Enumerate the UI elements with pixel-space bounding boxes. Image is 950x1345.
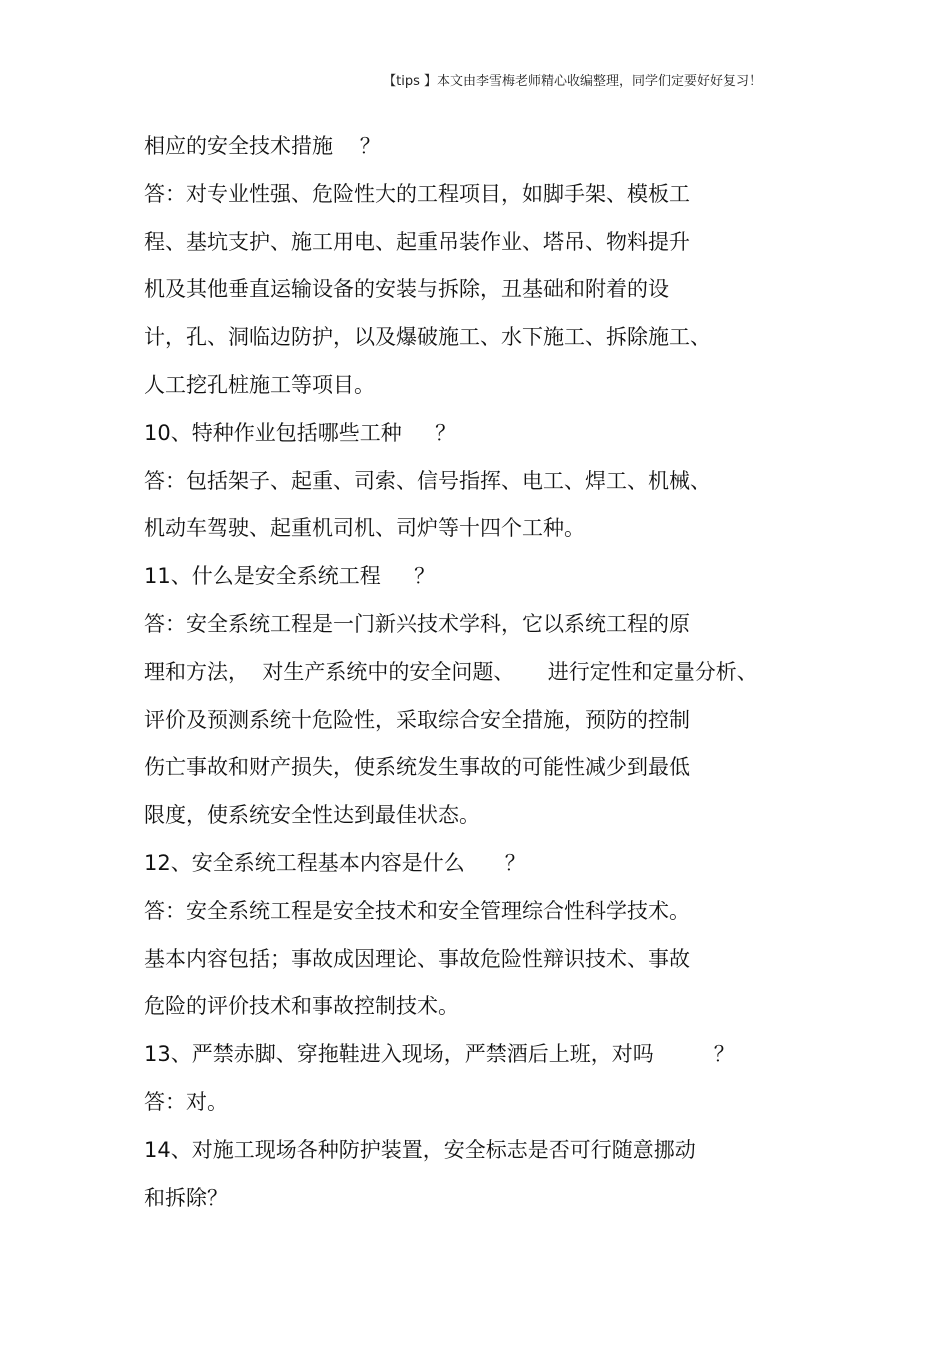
question-heading: 10、特种作业包括哪些工种 ？ — [144, 420, 457, 445]
question-heading: 14、对施工现场各种防护装置，安全标志是否可行随意挪动 — [144, 1137, 696, 1162]
text-line: 机动车驾驶、起重机司机、司炉等十四个工种。 — [144, 516, 585, 541]
question-heading: 12、安全系统工程基本内容是什么 ？ — [144, 850, 526, 875]
text-line: 答：包括架子、起重、司索、信号指挥、电工、焊工、机械、 — [144, 468, 711, 493]
text-line: 相应的安全技术措施 ？ — [144, 134, 381, 158]
text-line: 伤亡事故和财产损失，使系统发生事故的可能性减少到最低 — [144, 755, 690, 780]
question-heading: 11、什么是安全系统工程 ？ — [144, 564, 436, 589]
text-line: 限度，使系统安全性达到最佳状态。 — [144, 803, 480, 828]
text-line: 答：对。 — [144, 1089, 228, 1114]
text-line: 基本内容包括；事故成因理论、事故危险性辩识技术、事故 — [144, 946, 690, 971]
text-line: 理和方法， 对生产系统中的安全问题、 进行定性和定量分析、 — [144, 659, 758, 684]
text-line: 答：安全系统工程是一门新兴技术学科，它以系统工程的原 — [144, 611, 690, 636]
text-line: 程、基坑支护、施工用电、起重吊装作业、塔吊、物料提升 — [144, 229, 690, 254]
text-line: 和拆除？ — [144, 1185, 228, 1210]
text-line: 计，孔、洞临边防护，以及爆破施工、水下施工、拆除施工、 — [144, 325, 711, 350]
text-line: 答：安全系统工程是安全技术和安全管理综合性科学技术。 — [144, 898, 690, 923]
text-line: 评价及预测系统十危险性，采取综合安全措施，预防的控制 — [144, 707, 690, 732]
header-tip: 【tips 】本文由李雪梅老师精心收编整理，同学们定要好好复习！ — [383, 74, 762, 89]
question-heading: 13、严禁赤脚、穿拖鞋进入现场，严禁酒后上班，对吗 ？ — [144, 1042, 735, 1067]
document-body — [144, 128, 824, 1227]
text-line: 人工挖孔桩施工等项目。 — [144, 372, 375, 397]
text-line: 机及其他垂直运输设备的安装与拆除，丑基础和附着的设 — [144, 277, 669, 302]
text-line: 答：对专业性强、危险性大的工程项目，如脚手架、模板工 — [144, 181, 690, 206]
text-line: 危险的评价技术和事故控制技术。 — [144, 994, 459, 1019]
